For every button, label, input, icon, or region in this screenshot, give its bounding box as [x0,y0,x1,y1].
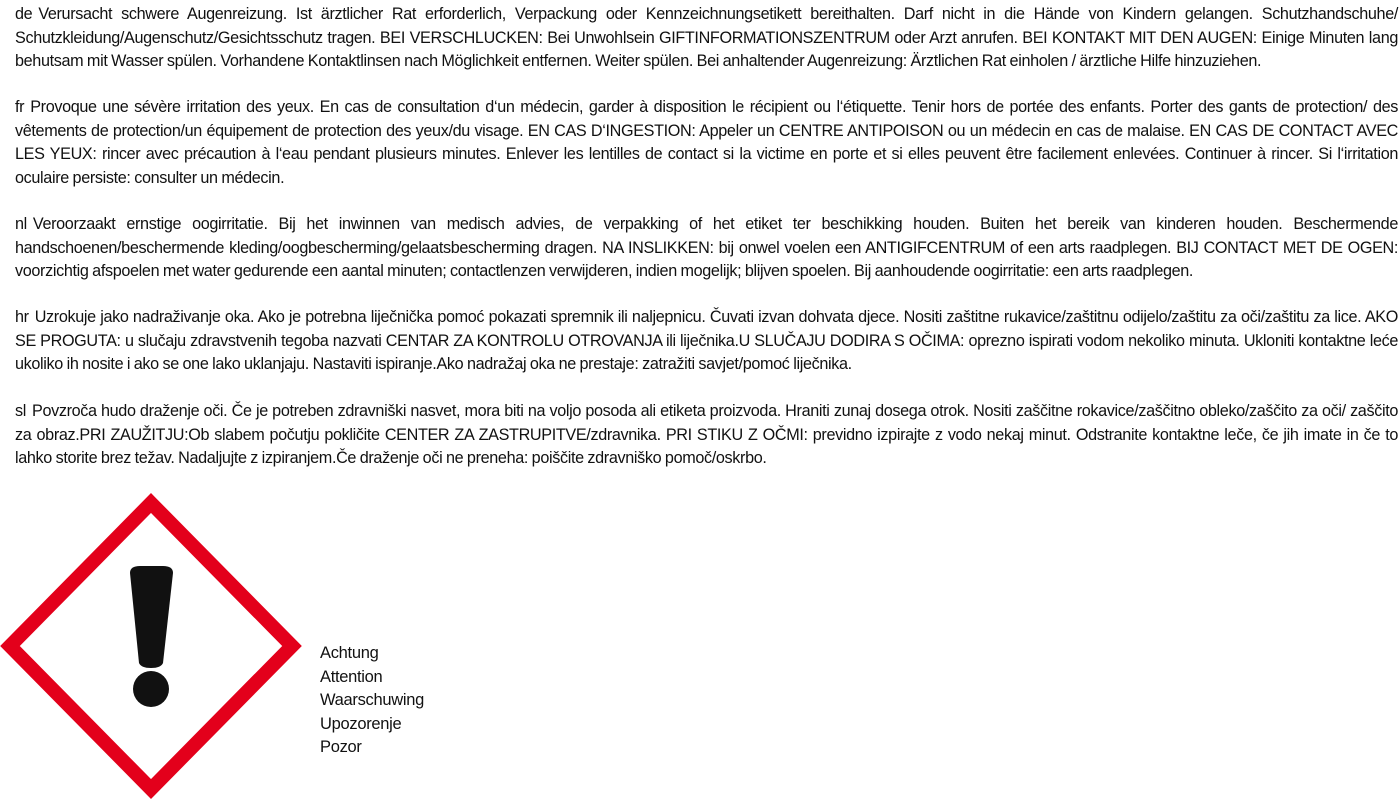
language-code-hr: hr [15,308,29,326]
exclamation-mark-hazard-icon [0,493,302,799]
signal-word-fr: Attention [320,667,383,686]
paragraph-text-de: Verursacht schwere Augenreizung. Ist ärztlicher Rat erforderlich, Verpackung oder Kennzeichnungsetikett bereithalten. Darf nicht in die Hände von Kindern gelangen. Schutzhandschuhe/ Schutzkleidung/Augenschutz/Gesichtsschutz tragen. BEI VERSCHLUCKEN: Bei Unwohlsein GIFTINFORMATIONSZENTRUM oder Arzt anrufen. BEI KONTAKT MIT DEN AUGEN: Einige Minuten lang behutsam mit Wasser spülen. Vorhandene Kontaktlinsen nach Möglichkeit entfernen. Weiter spülen. Bei anhaltender Augenreizung: Ärztlichen Rat einholen / ärztliche Hilfe hinzuziehen. [15,5,1398,70]
paragraph-nl [15,213,1398,284]
signal-word-sl: Pozor [320,738,362,756]
signal-word-hr: Upozorenje [320,714,402,733]
language-code-fr: fr [15,98,25,116]
paragraph-fr [15,96,1398,190]
paragraph-text-hr: Uzrokuje jako nadraživanje oka. Ako je potrebna liječnička pomoć pokazati spremnik ili naljepnicu. Čuvati izvan dohvata djece. Nositi zaštitne rukavice/zaštitnu odijelo/zaštitu za oči/zaštitu za lice. AKO SE PROGUTA: u slučaju zdravstvenih tegoba nazvati CENTAR ZA KONTROLU OTROVANJA ili liječnika.U SLUČAJU DODIRA S OČIMA: oprezno ispirati vodom nekoliko minuta. Ukloniti kontaktne leće ukoliko ih nosite i ako se one lako uklanjaju. Nastaviti ispiranje.Ako nadražaj oka ne prestaje: zatražiti savjet/pomoć liječnika. [15,308,1398,373]
paragraph-text-fr: Provoque une sévère irritation des yeux. En cas de consultation d‘un médecin, garder à disposition le récipient ou l‘étiquette. Tenir hors de portée des enfants. Porter des gants de protection/ des vêtements de protection/un équipement de protection des yeux/du visage. EN CAS D‘INGESTION: Appeler un CENTRE ANTIPOISON ou un médecin en cas de malaise. EN CAS DE CONTACT AVEC LES YEUX: rincer avec précaution à l‘eau pendant plusieurs minutes. Enlever les lentilles de contact si la victime en porte et si elles peuvent être facilement enlevées. Continuer à rincer. Si l‘irritation oculaire persiste: consulter un médecin. [15,98,1398,187]
paragraph-hr [15,306,1398,377]
paragraph-text-sl: Povzroča hudo draženje oči. Če je potreben zdravniški nasvet, mora biti na voljo posoda ali etiketa proizvoda. Hraniti zunaj dosega otrok. Nositi zaščitne rokavice/zaščitno obleko/zaščito za oči/ zaščito za obraz.PRI ZAUŽITJU:Ob slabem počutju pokličite CENTER ZA ZASTRUPITVE/zdravnika. PRI STIKU Z OČMI: previdno izpirajte z vodo nekaj minut. Odstranite kontaktne leče, če jih imate in če to lahko storite brez težav. Nadaljujte z izpiranjem.Če draženje oči ne preneha: poiščite zdravniško pomoč/oskrbo. [15,402,1398,467]
signal-words-list [320,642,424,760]
language-code-de: de [15,5,33,23]
signal-word-de: Achtung [320,644,379,662]
signal-word-nl: Waarschuwing [320,691,424,709]
paragraph-text-nl: Veroorzaakt ernstige oogirritatie. Bij het inwinnen van medisch advies, de verpakking of het etiket ter beschikking houden. Buiten het bereik van kinderen houden. Beschermende handschoenen/beschermende kleding/oogbescherming/gelaatsbescherming dragen. NA INSLIKKEN: bij onwel voelen een ANTIGIFCENTRUM of een arts raadplegen. BIJ CONTACT MET DE OGEN: voorzichtig afspoelen met water gedurende een aantal minuten; contactlenzen verwijderen, indien mogelijk; blijven spoelen. Bij aanhoudende oogirritatie: een arts raadplegen. [15,215,1398,280]
language-code-sl: sl [15,402,26,420]
paragraph-de [15,3,1398,74]
paragraph-sl [15,400,1398,471]
language-code-nl: nl [15,215,27,233]
exclamation-mark-dot [133,671,169,707]
